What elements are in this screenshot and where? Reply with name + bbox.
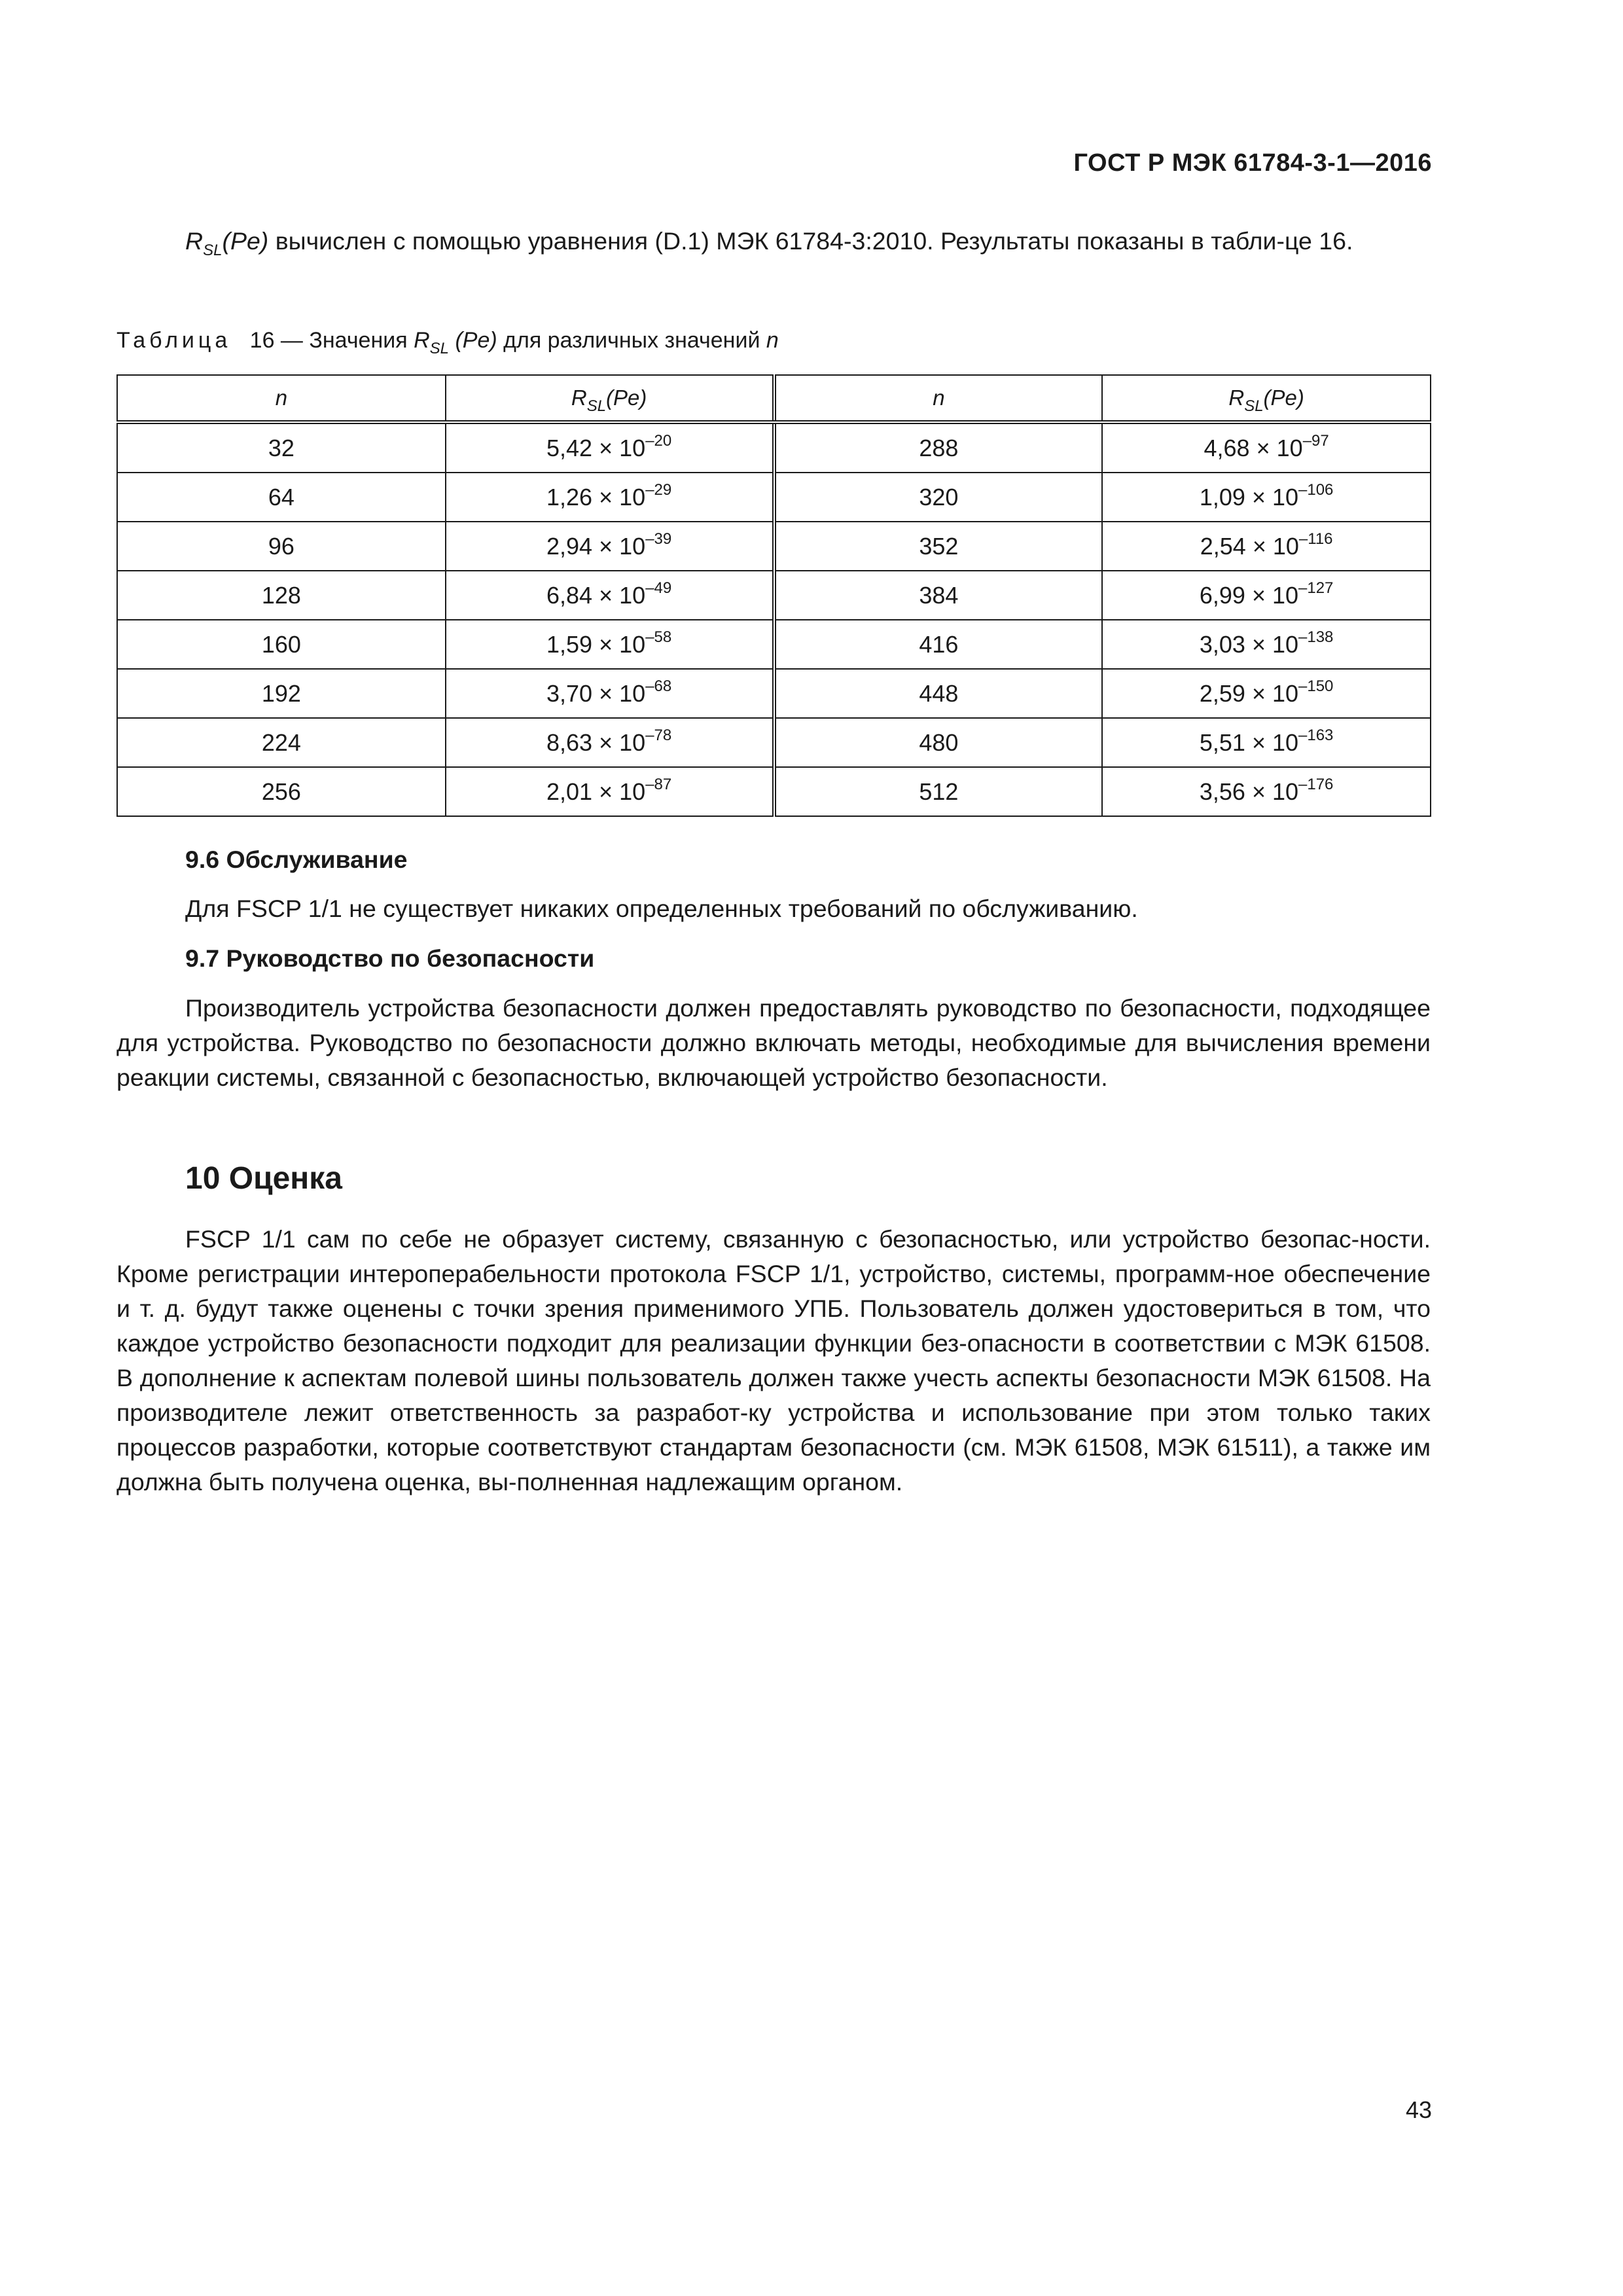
cell-rsl: $5,42 \times 10^{-20}$ [446, 422, 774, 473]
cell-rsl: $2,59 \times 10^{-150}$ [1102, 669, 1431, 718]
header-n-left: n [117, 375, 446, 422]
table-row [117, 422, 1431, 473]
header-rsl-left: $R_{SL}(Pe)$ [446, 375, 774, 422]
cell-n: 480 [774, 718, 1103, 767]
cell-rsl: $1,59 \times 10^{-58}$ [446, 620, 774, 669]
cell-rsl: $1,26 \times 10^{-29}$ [446, 473, 774, 522]
cell-rsl: $1,09 \times 10^{-106}$ [1102, 473, 1431, 522]
cell-n: 128 [117, 571, 446, 620]
cell-rsl: $3,03 \times 10^{-138}$ [1102, 620, 1431, 669]
caption-label: Таблица [116, 328, 232, 353]
cell-n: 64 [117, 473, 446, 522]
cell-rsl: $5,51 \times 10^{-163}$ [1102, 718, 1431, 767]
table-header-row [117, 375, 1431, 422]
r-argument: (Pe) [222, 227, 269, 255]
cell-rsl: $3,56 \times 10^{-176}$ [1102, 767, 1431, 816]
r-subscript: SL [203, 242, 223, 259]
table-row [117, 620, 1431, 669]
table-row [117, 767, 1431, 816]
cell-n: 416 [774, 620, 1103, 669]
cell-n: 256 [117, 767, 446, 816]
table-row [117, 571, 1431, 620]
cell-rsl: $4,68 \times 10^{-97}$ [1102, 422, 1431, 473]
table-row [117, 522, 1431, 571]
header-n-right: n [774, 375, 1103, 422]
cell-n: 352 [774, 522, 1103, 571]
cell-n: 96 [117, 522, 446, 571]
rsl-table [116, 374, 1431, 817]
cell-n: 160 [117, 620, 446, 669]
section-9-6-title: 9.6 Обслуживание [185, 846, 408, 873]
section-10-title: 10 Оценка [185, 1161, 342, 1196]
intro-text: вычислен с помощью уравнения (D.1) МЭК 61784-3:2010. Результаты показаны в табли-це 16. [268, 227, 1353, 255]
cell-n: 224 [117, 718, 446, 767]
cell-rsl: $3,70 \times 10^{-68}$ [446, 669, 774, 718]
header-rsl-right: $R_{SL}(Pe)$ [1102, 375, 1431, 422]
table-row [117, 473, 1431, 522]
cell-rsl: $2,94 \times 10^{-39}$ [446, 522, 774, 571]
table-row [117, 718, 1431, 767]
cell-n: 288 [774, 422, 1103, 473]
section-9-6-text: Для FSCP 1/1 не существует никаких определенных требований по обслуживанию. [185, 895, 1138, 922]
standard-header: ГОСТ Р МЭК 61784-3-1—2016 [1073, 149, 1432, 177]
table-caption: Таблица 16 — Значения $R_{SL}$ (Pe) для различных значений n [116, 328, 779, 357]
cell-rsl: $6,84 \times 10^{-49}$ [446, 571, 774, 620]
cell-n: 512 [774, 767, 1103, 816]
cell-rsl: $2,54 \times 10^{-116}$ [1102, 522, 1431, 571]
cell-n: 192 [117, 669, 446, 718]
cell-n: 32 [117, 422, 446, 473]
section-10-text: FSCP 1/1 сам по себе не образует систему, связанную с безопасностью, или устройство безопас-ности. Кроме регистрации интероперабельности протокола FSCP 1/1, устройство, системы, программ-ное обеспечение и т. д. будут также оценены с точки зрения применимого УПБ. Пользователь должен удостовериться в том, что каждое устройство безопасности подходит для реализации функции без-опасности в соответствии с МЭК 61508. В дополнение к аспектам полевой шины пользователь должен также учесть аспекты безопасности МЭК 61508. На производителе лежит ответственность за разработ-ку устройства и использование при этом только таких процессов разработки, которые соответствуют стандартам безопасности (см. МЭК 61508, МЭК 61511), а также им должна быть получена оценка, вы-полненная надлежащим органом. [116, 1225, 1431, 1496]
r-symbol: R [185, 227, 204, 255]
section-9-7-title: 9.7 Руководство по безопасности [185, 944, 595, 972]
cell-n: 384 [774, 571, 1103, 620]
intro-paragraph [116, 224, 1431, 259]
cell-n: 320 [774, 473, 1103, 522]
cell-rsl: $2,01 \times 10^{-87}$ [446, 767, 774, 816]
section-9-7-text: Производитель устройства безопасности должен предоставлять руководство по безопасности, подходящее для устройства. Руководство по безопасности должно включать методы, необходимые для вычисления времени реакции системы, связанной с безопасностью, включающей устройство безопасности. [116, 994, 1431, 1091]
page-number: 43 [1405, 2096, 1432, 2123]
table-row [117, 669, 1431, 718]
cell-rsl: $8,63 \times 10^{-78}$ [446, 718, 774, 767]
cell-rsl: $6,99 \times 10^{-127}$ [1102, 571, 1431, 620]
cell-n: 448 [774, 669, 1103, 718]
